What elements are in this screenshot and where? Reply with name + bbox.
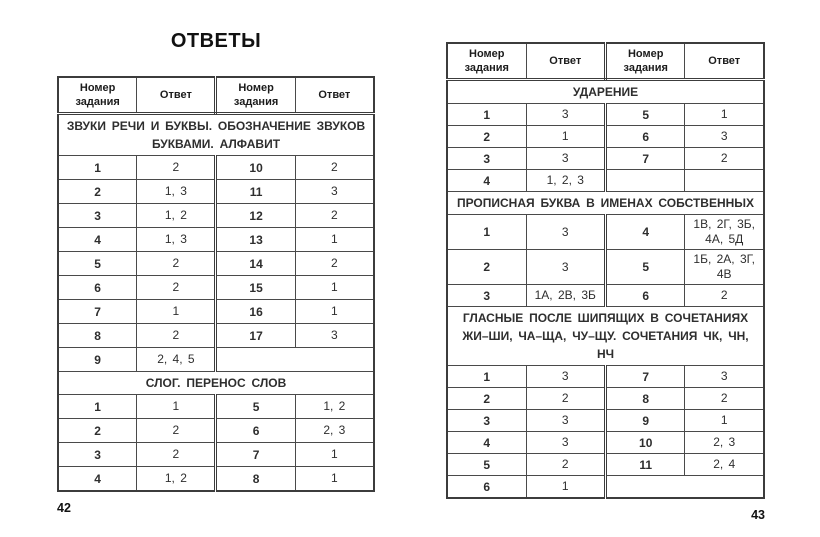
answer-row — [58, 395, 374, 419]
answer-row — [447, 250, 764, 285]
answer-cell: 1, 2 — [295, 395, 374, 419]
answer-cell: 3 — [526, 215, 605, 250]
answer-cell: 3 — [526, 366, 605, 388]
task-number-cell: 1 — [58, 156, 137, 180]
answer-cell: 1 — [137, 300, 216, 324]
task-number-cell: 1 — [447, 366, 526, 388]
task-number-cell: 7 — [605, 366, 684, 388]
page-43 — [446, 42, 765, 522]
answer-cell: 3 — [526, 148, 605, 170]
answer-cell: 1, 3 — [137, 180, 216, 204]
task-number-cell: 6 — [216, 419, 295, 443]
section-title-row — [58, 114, 374, 156]
section-title-row — [447, 80, 764, 104]
answer-row — [58, 419, 374, 443]
column-header-answer: Ответ — [526, 43, 605, 80]
answers-table-page-42 — [57, 76, 375, 492]
answer-cell — [685, 170, 764, 192]
task-number-cell: 7 — [605, 148, 684, 170]
answer-cell: 2 — [685, 388, 764, 410]
section-title-row — [58, 372, 374, 395]
task-number-cell: 10 — [605, 432, 684, 454]
section-title: УДАРЕНИЕ — [447, 80, 764, 104]
answer-row — [58, 467, 374, 492]
task-number-cell — [605, 170, 684, 192]
task-number-cell: 6 — [58, 276, 137, 300]
task-number-cell: 5 — [447, 454, 526, 476]
column-header-row — [58, 77, 374, 114]
section-title-row — [447, 307, 764, 366]
answer-cell: 2, 4 — [685, 454, 764, 476]
task-number-cell: 6 — [447, 476, 526, 499]
answer-cell: 1 — [137, 395, 216, 419]
answer-cell: 2 — [526, 388, 605, 410]
section-title-row — [447, 192, 764, 215]
task-number-cell: 7 — [216, 443, 295, 467]
answer-row — [58, 156, 374, 180]
answer-cell: 1 — [295, 228, 374, 252]
answer-cell: 3 — [526, 104, 605, 126]
task-number-cell: 16 — [216, 300, 295, 324]
answer-cell: 2, 3 — [685, 432, 764, 454]
task-number-cell: 1 — [447, 215, 526, 250]
answer-cell: 1, 3 — [137, 228, 216, 252]
answer-row — [58, 180, 374, 204]
task-number-cell: 3 — [447, 285, 526, 307]
task-number-cell: 4 — [605, 215, 684, 250]
empty-merged-cell — [216, 348, 374, 372]
column-header-task: Номер задания — [58, 77, 137, 114]
section-title: ЗВУКИ РЕЧИ И БУКВЫ. ОБОЗНАЧЕНИЕ ЗВУКОВ БУКВАМИ. АЛФАВИТ — [58, 114, 374, 156]
answer-row — [447, 215, 764, 250]
answer-row — [58, 252, 374, 276]
answer-row — [58, 228, 374, 252]
task-number-cell: 2 — [58, 419, 137, 443]
answer-cell: 1, 2 — [137, 467, 216, 492]
column-header-task: Номер задания — [605, 43, 684, 80]
answer-cell: 1 — [295, 276, 374, 300]
answer-cell: 1 — [295, 467, 374, 492]
answer-cell: 2 — [295, 204, 374, 228]
answer-cell: 2 — [137, 324, 216, 348]
task-number-cell: 3 — [447, 410, 526, 432]
task-number-cell: 11 — [605, 454, 684, 476]
answer-row — [58, 443, 374, 467]
answer-row — [58, 300, 374, 324]
task-number-cell: 2 — [447, 388, 526, 410]
answer-row — [447, 148, 764, 170]
answer-row — [58, 348, 374, 372]
answer-cell: 3 — [295, 324, 374, 348]
task-number-cell: 3 — [58, 443, 137, 467]
answer-cell: 3 — [526, 250, 605, 285]
column-header-task: Номер задания — [216, 77, 295, 114]
answer-row — [58, 324, 374, 348]
task-number-cell: 8 — [605, 388, 684, 410]
answer-row — [447, 170, 764, 192]
task-number-cell: 11 — [216, 180, 295, 204]
task-number-cell: 5 — [216, 395, 295, 419]
task-number-cell: 3 — [447, 148, 526, 170]
section-title: ПРОПИСНАЯ БУКВА В ИМЕНАХ СОБСТВЕННЫХ — [447, 192, 764, 215]
task-number-cell: 4 — [58, 228, 137, 252]
answer-cell: 2 — [137, 156, 216, 180]
task-number-cell: 3 — [58, 204, 137, 228]
answer-cell: 2 — [526, 454, 605, 476]
answer-row — [447, 366, 764, 388]
answer-cell: 1 — [526, 126, 605, 148]
answer-cell: 1 — [295, 300, 374, 324]
answer-row — [447, 454, 764, 476]
task-number-cell: 14 — [216, 252, 295, 276]
answer-cell: 1, 2, 3 — [526, 170, 605, 192]
task-number-cell: 6 — [605, 285, 684, 307]
answer-cell: 2 — [137, 443, 216, 467]
task-number-cell: 9 — [605, 410, 684, 432]
answer-cell: 3 — [526, 410, 605, 432]
answer-cell: 2 — [137, 419, 216, 443]
answer-cell: 1 — [295, 443, 374, 467]
answer-cell: 1В, 2Г, 3Б, 4А, 5Д — [685, 215, 764, 250]
task-number-cell: 15 — [216, 276, 295, 300]
answer-cell: 3 — [526, 432, 605, 454]
answer-row — [58, 276, 374, 300]
task-number-cell: 2 — [58, 180, 137, 204]
answer-cell: 2 — [295, 156, 374, 180]
page-number: 42 — [57, 501, 71, 515]
answer-cell: 1А, 2В, 3Б — [526, 285, 605, 307]
answer-cell: 1 — [685, 410, 764, 432]
task-number-cell: 4 — [58, 467, 137, 492]
task-number-cell: 5 — [605, 250, 684, 285]
answer-cell: 1 — [685, 104, 764, 126]
column-header-answer: Ответ — [137, 77, 216, 114]
empty-merged-cell — [605, 476, 764, 499]
answer-row — [447, 104, 764, 126]
answers-table-page-43 — [446, 42, 765, 499]
page-title: ОТВЕТЫ — [170, 30, 262, 52]
column-header-task: Номер задания — [447, 43, 526, 80]
answer-row — [447, 126, 764, 148]
answer-row — [447, 388, 764, 410]
task-number-cell: 1 — [447, 104, 526, 126]
answer-cell: 2 — [685, 148, 764, 170]
answer-cell: 2, 4, 5 — [137, 348, 216, 372]
column-header-answer: Ответ — [295, 77, 374, 114]
task-number-cell: 8 — [216, 467, 295, 492]
answer-cell: 3 — [685, 366, 764, 388]
answer-row — [447, 432, 764, 454]
task-number-cell: 5 — [58, 252, 137, 276]
task-number-cell: 13 — [216, 228, 295, 252]
answer-cell: 2 — [685, 285, 764, 307]
column-header-row — [447, 43, 764, 80]
answer-cell: 3 — [295, 180, 374, 204]
answer-cell: 2, 3 — [295, 419, 374, 443]
answer-row — [447, 285, 764, 307]
task-number-cell: 9 — [58, 348, 137, 372]
answer-cell: 2 — [295, 252, 374, 276]
answer-row — [58, 204, 374, 228]
answer-cell: 1Б, 2А, 3Г, 4В — [685, 250, 764, 285]
task-number-cell: 10 — [216, 156, 295, 180]
task-number-cell: 2 — [447, 126, 526, 148]
section-title: СЛОГ. ПЕРЕНОС СЛОВ — [58, 372, 374, 395]
page-42 — [57, 30, 375, 515]
answer-cell: 2 — [137, 252, 216, 276]
page-number: 43 — [751, 508, 765, 522]
answer-cell: 3 — [685, 126, 764, 148]
answer-cell: 1 — [526, 476, 605, 499]
section-title: ГЛАСНЫЕ ПОСЛЕ ШИПЯЩИХ В СОЧЕТАНИЯХ ЖИ–ШИ, ЧА–ЩА, ЧУ–ЩУ. СОЧЕТАНИЯ ЧК, ЧН, НЧ — [447, 307, 764, 366]
answer-row — [447, 410, 764, 432]
answer-row — [447, 476, 764, 499]
answer-cell: 2 — [137, 276, 216, 300]
column-header-answer: Ответ — [685, 43, 764, 80]
task-number-cell: 2 — [447, 250, 526, 285]
task-number-cell: 4 — [447, 432, 526, 454]
task-number-cell: 17 — [216, 324, 295, 348]
task-number-cell: 12 — [216, 204, 295, 228]
answer-cell: 1, 2 — [137, 204, 216, 228]
task-number-cell: 8 — [58, 324, 137, 348]
task-number-cell: 1 — [58, 395, 137, 419]
task-number-cell: 4 — [447, 170, 526, 192]
task-number-cell: 5 — [605, 104, 684, 126]
task-number-cell: 7 — [58, 300, 137, 324]
task-number-cell: 6 — [605, 126, 684, 148]
